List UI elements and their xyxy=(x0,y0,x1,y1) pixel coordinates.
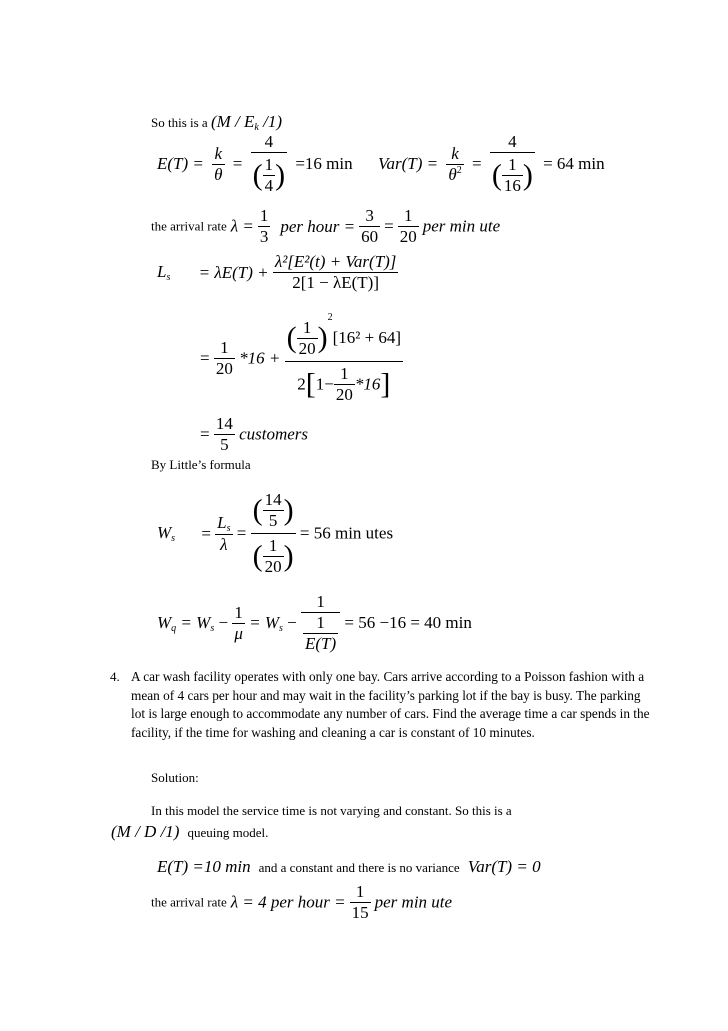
arrival-rate-line: the arrival rate λ = $\frac{1}{3}$ per hour = $\frac{3}{60}$ = $\frac{1}{20}$ per min ute xyxy=(151,206,501,246)
wq-result: = 56 −16 = 40 min xyxy=(344,613,472,632)
big-fraction: ( $\frac{1}{20}$ )$^2$[16² + 64] 2[1− $\frac{1}{20}$ *16] xyxy=(286,312,402,404)
k-over-theta-sq: $\frac{k}{\theta^2}$ xyxy=(448,143,462,184)
per-minute: per min ute xyxy=(422,216,501,236)
customers-label: customers xyxy=(239,424,309,444)
arrival-rate-line-2: the arrival rate λ = 4 per hour = $\frac{1}{15}$ per min ute xyxy=(151,882,453,922)
ls-rhs: = λE(T) + xyxy=(198,262,269,282)
ls-formula: $L_s = \lambda E(T)$ + $\frac{\text{λ²[E²(t) + Var(T)]}}{2[1 - \lambda E(T)]}$ xyxy=(157,252,397,292)
solution-label: Solution: xyxy=(151,770,199,785)
model-line xyxy=(111,822,268,842)
ws-result: = 56 min utes xyxy=(299,523,394,543)
var-equation: Var(T) = $\frac{k}{\theta^2}$ = 4 ( $\frac{1}{16}$ ) = 64 min xyxy=(378,132,605,195)
et-equation: E(T) = $\frac{k}{\theta}$ = 4 ( $\frac{1}{4}$ ) =16 min xyxy=(157,132,353,195)
intro-text: So this is a xyxy=(151,115,208,130)
one-twentieth: $\frac{1}{20}$ xyxy=(399,206,417,246)
one-fifteenth: $\frac{1}{15}$ xyxy=(351,882,369,922)
per-hour: per hour = xyxy=(280,216,356,236)
k-over-theta: $\frac{k}{\theta}$ xyxy=(214,143,223,184)
littles-formula-label: By Little’s formula xyxy=(151,457,251,472)
arrival2-lhs: λ = 4 per hour = xyxy=(230,892,346,912)
problem-text: A car wash facility operates with only one bay. Cars arrive according to a Poisson fashion with a mean of 4 cars per hour and may wait in the facility’s parking lot if the bay is busy. The parking lot is large enough to accommodate any number of cars. Find the average time a car spends in the facility, if the time for washing and cleaning a car is constant of 10 minutes. xyxy=(131,669,650,740)
md1-notation: (M / D /1) xyxy=(111,822,180,841)
et-result: =16 min xyxy=(295,154,353,173)
no-variance-text: and a constant and there is no variance xyxy=(258,860,460,875)
three-sixtieths: $\frac{3}{60}$ xyxy=(361,206,379,246)
queuing-model-text: queuing model. xyxy=(187,825,269,840)
ls-fraction: $\frac{\text{λ²[E²(t) + Var(T)]}}{2[1 - \lambda E(T)]}$ xyxy=(274,252,397,292)
model-subscript: k xyxy=(254,122,259,133)
et-value: E(T) =10 min xyxy=(157,857,251,876)
ls-result: = $\frac{14}{5}$ customers xyxy=(200,414,309,454)
wq-formula: $W_q = W_s$ − $\frac{1}{\mu}$ = $W_s$ − $\frac{1}{\frac{1}{E(T)}}$ = 56 −16 = 40 min xyxy=(157,592,472,653)
ws-formula: $W_s$ = $\frac{L_s}{\lambda}$ = ( $\frac{14}{5}$ ) ( $\frac{1}{20}$ ) = 56 min utes xyxy=(157,490,394,576)
four-over-quarter: 4 ( $\frac{1}{4}$ ) xyxy=(252,132,286,195)
four-over-sixteenth: 4 ( $\frac{1}{16}$ ) xyxy=(491,132,533,195)
ls-substitution: = $\frac{1}{20}$ *16 + ( $\frac{1}{20}$ )$^2$[16² + 64] 2[1− $\frac{1}{20}$ *16] xyxy=(200,312,402,404)
var-lhs: Var(T) = xyxy=(378,154,439,173)
lambda-symbol: λ = xyxy=(230,216,254,236)
arrival-label: the arrival rate xyxy=(151,218,227,234)
ws-big-fraction: ( $\frac{14}{5}$ ) ( $\frac{1}{20}$ ) xyxy=(252,490,294,576)
var-result: = 64 min xyxy=(543,154,605,173)
one-third: $\frac{1}{3}$ xyxy=(259,206,269,246)
et-constant-line xyxy=(157,857,541,877)
model-description: In this model the service time is not varying and constant. So this is a xyxy=(151,803,512,818)
intro-line xyxy=(151,112,282,133)
model-end: /1) xyxy=(263,112,282,131)
model-notation: (M / E xyxy=(210,112,255,131)
var-zero: Var(T) = 0 xyxy=(467,857,541,876)
arrival2-units: per min ute xyxy=(374,892,453,912)
problem-number: 4. xyxy=(110,669,120,684)
et-lhs: E(T) = xyxy=(157,154,204,173)
